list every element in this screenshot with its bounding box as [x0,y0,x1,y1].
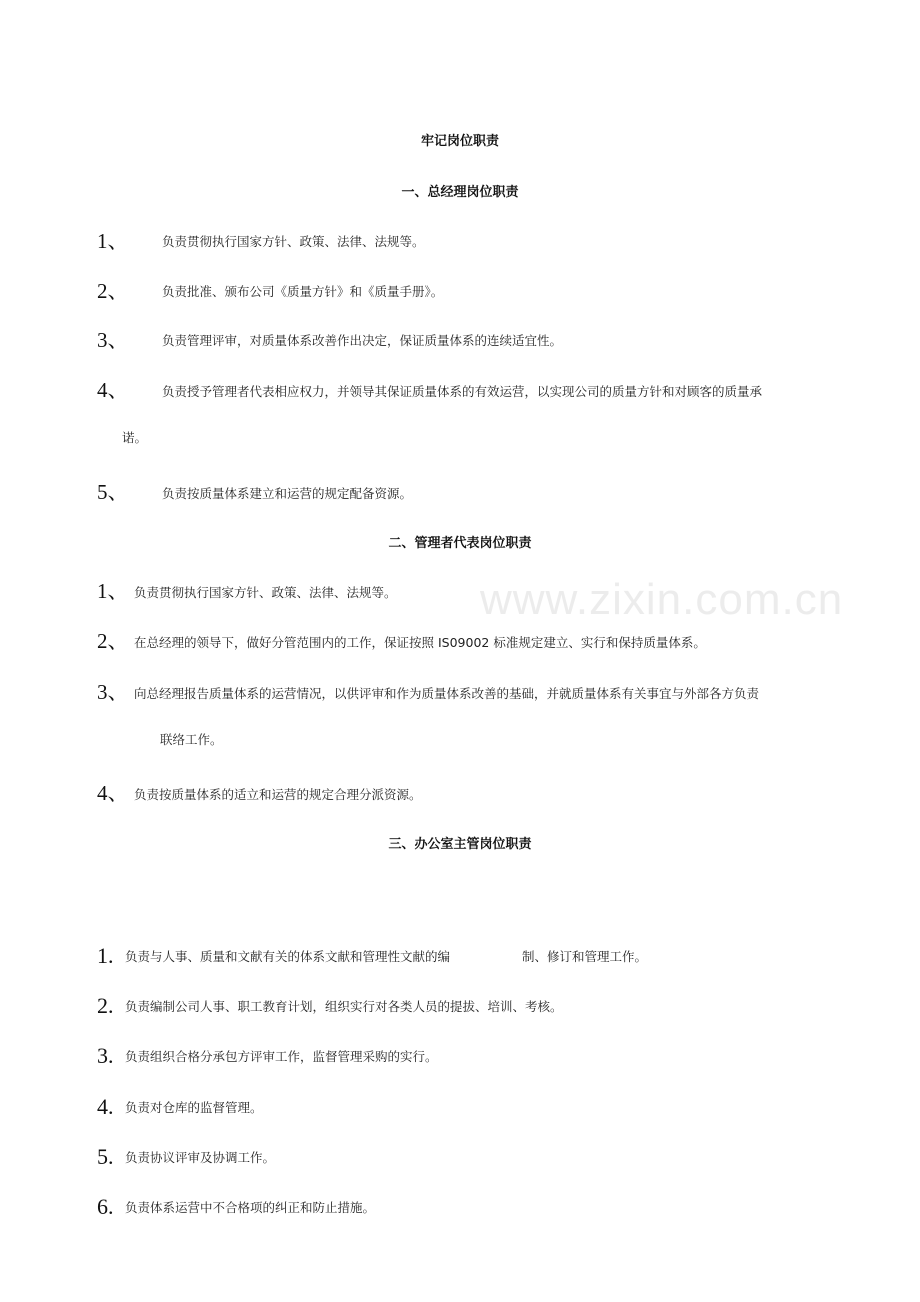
item-text-continuation: 联络工作。 [160,732,223,747]
section-heading-general-manager: 一、总经理岗位职责 [401,185,519,200]
item-text: 负责按质量体系建立和运营的规定配备资源。 [162,486,413,501]
item-number: 2. [97,993,114,1018]
item-number: 3、 [97,680,129,704]
section-heading-management-representative: 二、管理者代表岗位职责 [388,536,532,551]
item-number: 3. [97,1043,114,1068]
item-number: 1. [97,943,114,968]
item-number: 4、 [97,378,129,402]
item-text: 负责贯彻执行国家方针、政策、法律、法规等。 [162,234,425,249]
item-number: 4、 [97,781,129,805]
item-text: 负责按质量体系的适立和运营的规定合理分派资源。 [134,787,422,802]
item-text: 负责授予管理者代表相应权力，并领导其保证质量体系的有效运营，以实现公司的质量方针和对顾客的质量承 [162,384,763,399]
item-text: 负责与人事、质量和文献有关的体系文献和管理性文献的编 [125,949,451,964]
item-number: 1、 [97,229,129,253]
watermark: www.zixin.com.cn [480,575,844,624]
section-heading-office-supervisor: 三、办公室主管岗位职责 [388,837,532,852]
item-number: 1、 [97,579,129,603]
item-text: 负责协议评审及协调工作。 [125,1150,276,1165]
item-text: 负责贯彻执行国家方针、政策、法律、法规等。 [134,585,397,600]
item-number: 6. [97,1194,114,1219]
item-number: 5、 [97,480,129,504]
item-number: 2、 [97,629,129,653]
item-text: 负责体系运营中不合格项的纠正和防止措施。 [125,1200,376,1215]
item-number: 4. [97,1094,114,1119]
item-number: 5. [97,1144,114,1169]
item-text: 负责组织合格分承包方评审工作，监督管理采购的实行。 [125,1049,438,1064]
item-text: 负责对仓库的监督管理。 [125,1100,263,1115]
item-text: 负责管理评审，对质量体系改善作出决定，保证质量体系的连续适宜性。 [162,333,563,348]
item-text-second-part: 制、修订和管理工作。 [522,949,648,964]
item-number: 2、 [97,279,129,303]
item-text-continuation: 诺。 [122,430,148,445]
item-text: 负责批准、颁布公司《质量方针》和《质量手册》。 [162,284,444,299]
item-text: 向总经理报告质量体系的运营情况，以供评审和作为质量体系改善的基础，并就质量体系有关事宜与外部各方负责 [134,686,760,701]
item-text: 负责编制公司人事、职工教育计划，组织实行对各类人员的提拔、培训、考核。 [125,999,563,1014]
page-title: 牢记岗位职责 [420,134,499,149]
item-number: 3、 [97,328,129,352]
item-text: 在总经理的领导下，做好分管范围内的工作，保证按照 IS09002 标准规定建立、实行和保持质量体系。 [134,635,706,650]
